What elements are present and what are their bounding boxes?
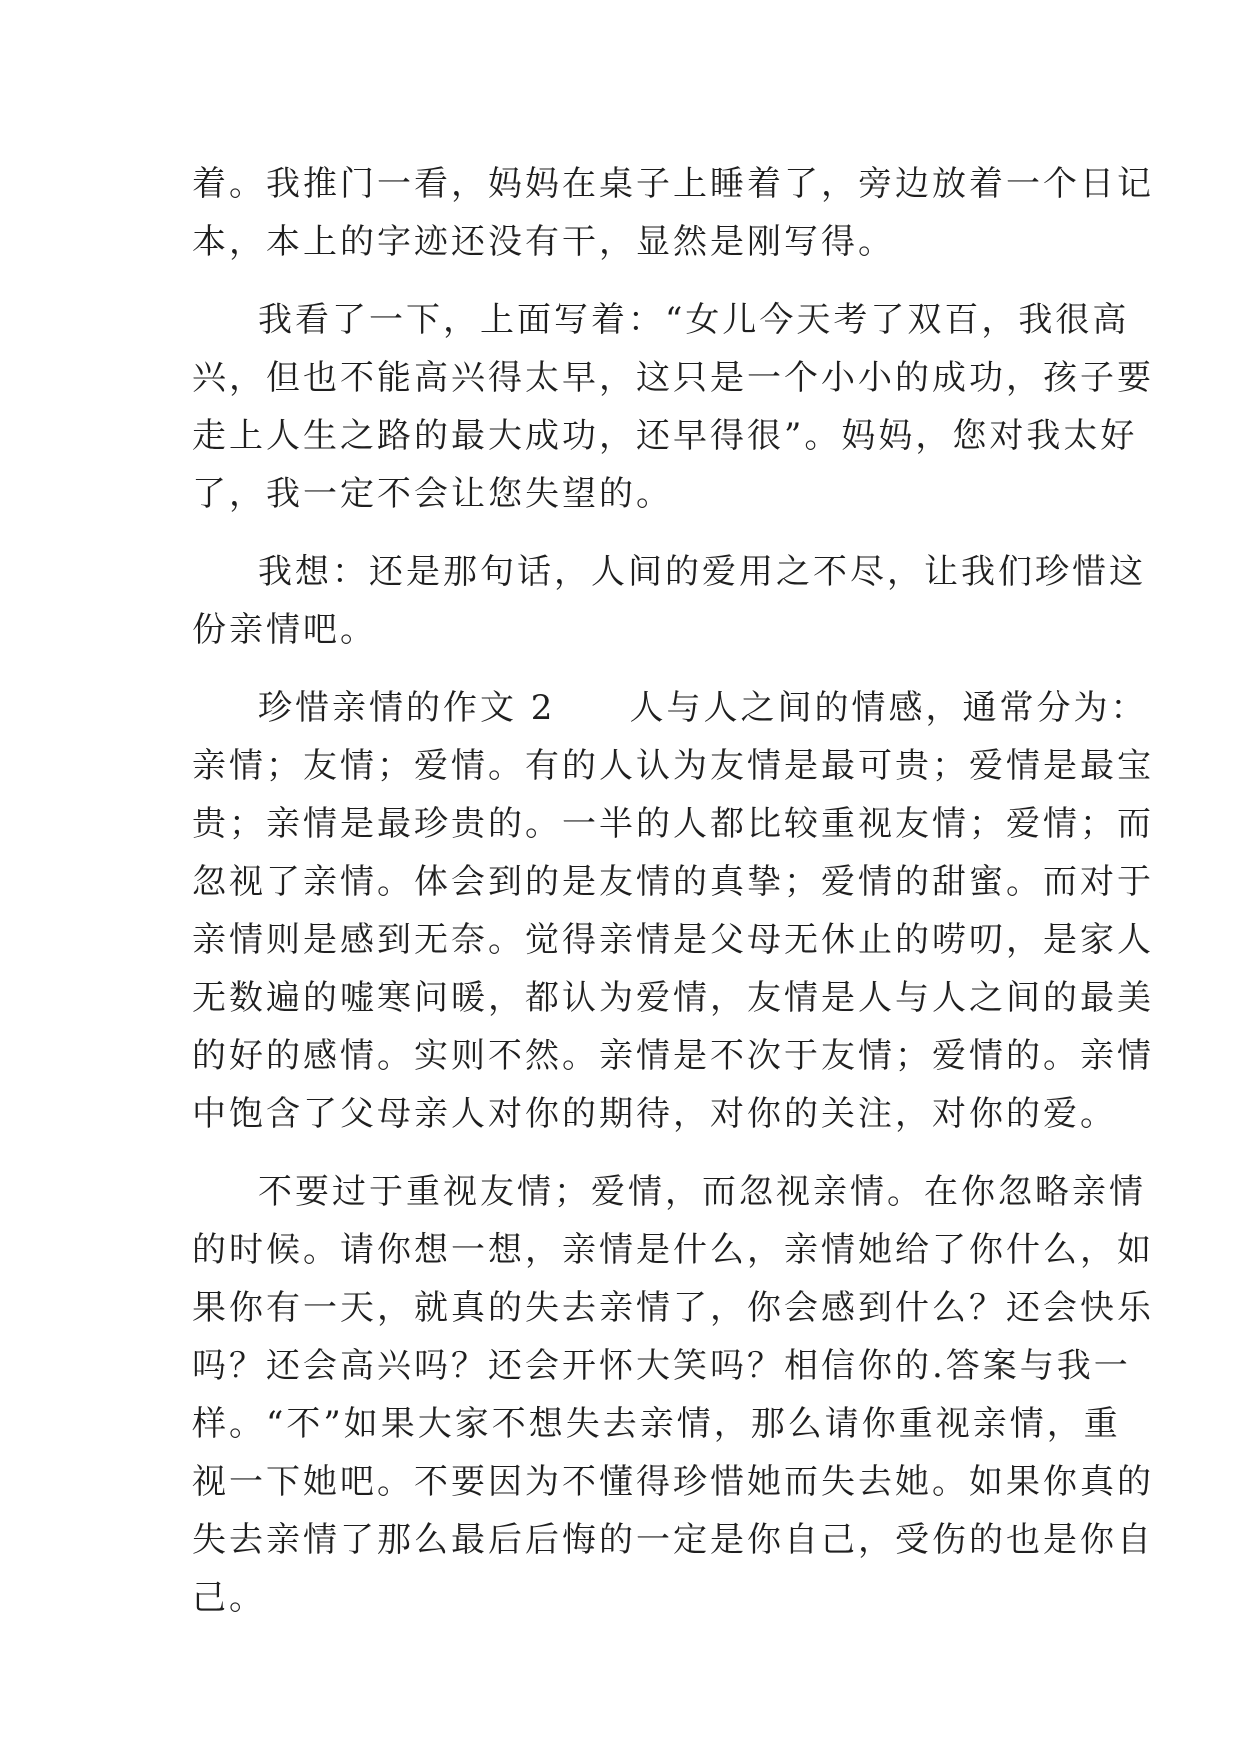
document-body xyxy=(192,155,1154,1627)
text-line: 我看了一下，上面写着：“女儿今天考了双百，我很高 xyxy=(258,300,1130,340)
text-line: 我想：还是那句话，人间的爱用之不尽，让我们珍惜这 xyxy=(258,552,1146,592)
text-line: 本，本上的字迹还没有干，显然是刚写得。 xyxy=(192,222,895,262)
text-line: 了，我一定不会让您失望的。 xyxy=(192,474,673,514)
text-line: 果你有一天，就真的失去亲情了，你会感到什么？还会快乐 xyxy=(192,1288,1154,1328)
text-line: 的好的感情。实则不然。亲情是不次于友情；爱情的。亲情 xyxy=(192,1036,1154,1076)
text-line: 亲情则是感到无奈。觉得亲情是父母无休止的唠叨，是家人 xyxy=(192,920,1154,960)
text-line: 的时候。请你想一想，亲情是什么，亲情她给了你什么，如 xyxy=(192,1230,1154,1270)
text-line: 失去亲情了那么最后后悔的一定是你自己，受伤的也是你自 xyxy=(192,1520,1154,1560)
paragraph-1 xyxy=(192,155,1154,271)
text-line: 忽视了亲情。体会到的是友情的真挚；爱情的甜蜜。而对于 xyxy=(192,862,1154,902)
paragraph-2 xyxy=(192,291,1154,523)
paragraph-4 xyxy=(192,679,1154,1143)
text-line: 不要过于重视友情；爱情，而忽视亲情。在你忽略亲情 xyxy=(258,1172,1146,1212)
text-line: 贵；亲情是最珍贵的。一半的人都比较重视友情；爱情；而 xyxy=(192,804,1154,844)
text-line: 珍惜亲情的作文 2 人与人之间的情感，通常分为： xyxy=(258,688,1148,728)
text-line: 亲情；友情；爱情。有的人认为友情是最可贵；爱情是最宝 xyxy=(192,746,1154,786)
paragraph-3 xyxy=(192,543,1146,659)
paragraph-5 xyxy=(192,1163,1154,1627)
text-line: 走上人生之路的最大成功，还早得很”。妈妈，您对我太好 xyxy=(192,416,1138,456)
text-line: 着。我推门一看，妈妈在桌子上睡着了，旁边放着一个日记 xyxy=(192,164,1154,204)
text-line: 份亲情吧。 xyxy=(192,610,377,650)
text-line: 吗？还会高兴吗？还会开怀大笑吗？相信你的.答案与我一 xyxy=(192,1346,1131,1386)
text-line: 中饱含了父母亲人对你的期待，对你的关注，对你的爱。 xyxy=(192,1094,1117,1134)
text-line: 己。 xyxy=(192,1578,266,1618)
text-line: 无数遍的嘘寒问暖，都认为爱情，友情是人与人之间的最美 xyxy=(192,978,1154,1018)
text-line: 兴，但也不能高兴得太早，这只是一个小小的成功，孩子要 xyxy=(192,358,1154,398)
text-line: 样。“不”如果大家不想失去亲情，那么请你重视亲情，重 xyxy=(192,1404,1121,1444)
text-line: 视一下她吧。不要因为不懂得珍惜她而失去她。如果你真的 xyxy=(192,1462,1154,1502)
